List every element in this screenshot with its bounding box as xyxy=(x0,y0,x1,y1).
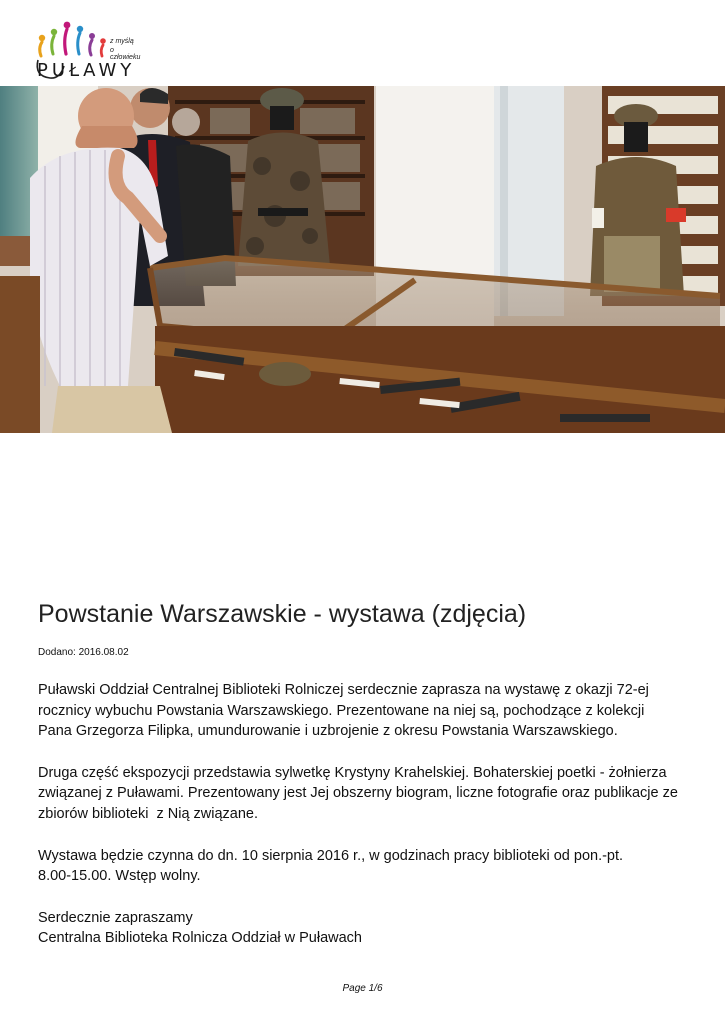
paragraph-1 xyxy=(38,680,698,742)
museum-exhibition-photo-icon xyxy=(0,86,725,433)
text-line: Wystawa będzie czynna do dn. 10 sierpnia 2016 r., w godzinach pracy biblioteki od pon.-pt. xyxy=(38,847,624,864)
text-line: zbiorów biblioteki z Nią związane. xyxy=(38,805,259,822)
exhibition-photo xyxy=(0,86,725,433)
text-line: Pana Grzegorza Filipka, umundurowanie i uzbrojenie z okresu Powstania Warszawskiego. xyxy=(38,723,618,740)
logo-tagline-2: o człowieku xyxy=(110,47,141,61)
paragraph-3 xyxy=(38,846,698,887)
site-logo[interactable] xyxy=(30,16,145,84)
text-line: Druga część ekspozycji przedstawia sylwetkę Krystyny Krahelskiej. Bohaterskiej poetki - żołnierza xyxy=(38,764,667,781)
text-line: Serdecznie zapraszamy xyxy=(38,909,193,926)
page-number: Page 1/6 xyxy=(342,983,383,994)
text-line: Puławski Oddział Centralnej Biblioteki Rolniczej serdecznie zaprasza na wystawę z okazji 72-ej xyxy=(38,682,649,698)
text-line: rocznicy wybuchu Powstania Warszawskiego. Prezentowane na niej są, pochodzące z kolekcji xyxy=(38,702,645,719)
article-title: Powstanie Warszawskie - wystawa (zdjęcia) xyxy=(38,600,527,628)
text-line: związanej z Puławami. Prezentowany jest Jej obszerny biogram, liczne fotografie oraz publikacje ze xyxy=(38,785,678,802)
text-line: Centralna Biblioteka Rolnicza Oddział w Puławach xyxy=(38,930,362,947)
article-body xyxy=(38,680,698,970)
logo-wordmark: PUŁAWY xyxy=(37,60,136,81)
logo-tagline-1: z myślą xyxy=(110,38,134,45)
publish-date: Dodano: 2016.08.02 xyxy=(38,647,129,658)
paragraph-4 xyxy=(38,908,698,949)
text-line: 8.00-15.00. Wstęp wolny. xyxy=(38,868,201,885)
paragraph-2 xyxy=(38,763,698,825)
